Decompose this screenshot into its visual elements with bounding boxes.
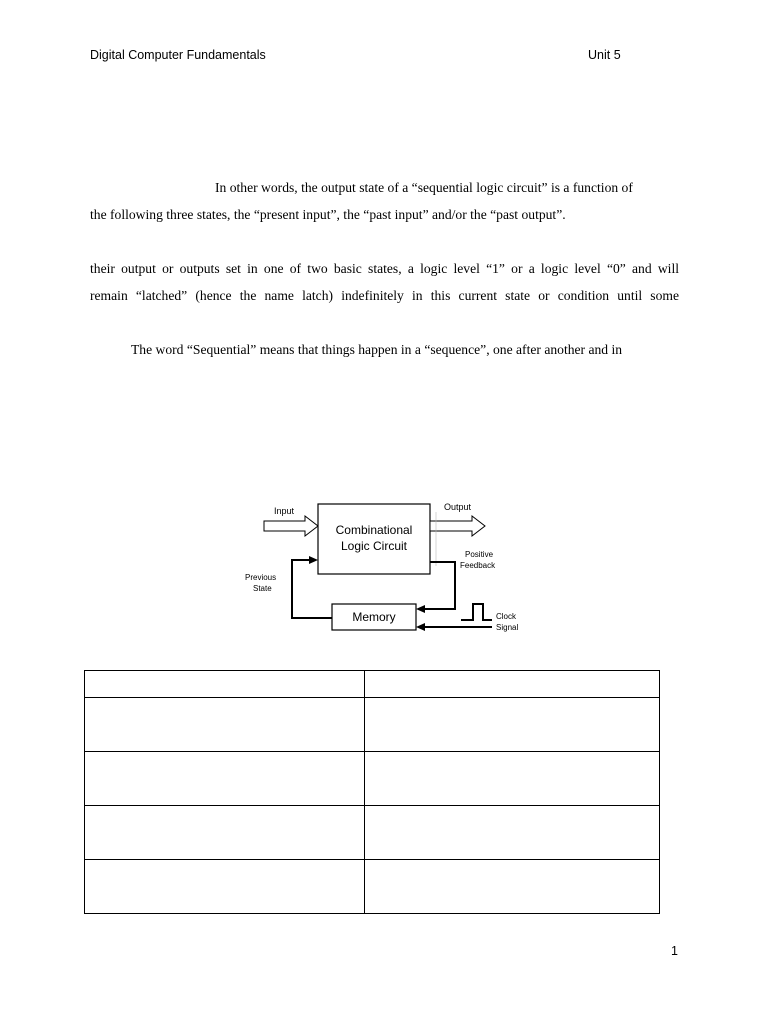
- diagram-input-label: Input: [274, 506, 295, 516]
- table-cell: [365, 698, 660, 752]
- diagram-output-label: Output: [444, 502, 472, 512]
- table-row: [85, 860, 660, 914]
- diagram-signal-label: Signal: [496, 623, 519, 632]
- paragraph-line-4: remain “latched” (hence the name latch) indefinitely in this current state or condition until some: [90, 288, 679, 303]
- clock-signal: [424, 604, 492, 627]
- table-cell: [85, 698, 365, 752]
- diagram-previous-label: Previous: [245, 573, 277, 582]
- table-cell: [85, 806, 365, 860]
- paragraph-line-5: The word “Sequential” means that things happen in a “sequence”, one after another and in: [131, 342, 623, 357]
- table-cell: [85, 860, 365, 914]
- diagram-clock-label: Clock: [496, 612, 517, 621]
- table-cell: [365, 806, 660, 860]
- input-arrow: [264, 516, 318, 536]
- paragraph-line-2: the following three states, the “present input”, the “past input” and/or the “past output”.: [90, 207, 566, 222]
- diagram-positive-label: Positive: [465, 550, 494, 559]
- table-cell: [365, 752, 660, 806]
- table-row: [85, 671, 660, 698]
- header-title: Digital Computer Fundamentals: [90, 48, 266, 62]
- diagram-block-label-2: Logic Circuit: [340, 539, 408, 553]
- output-arrow: [430, 516, 485, 536]
- diagram-block-label-1: Combinational: [335, 523, 413, 537]
- diagram-state-label: State: [253, 584, 272, 593]
- table-cell: [85, 671, 365, 698]
- header-unit: Unit 5: [588, 48, 621, 62]
- diagram-memory-label: Memory: [352, 610, 396, 624]
- paragraph-line-1: In other words, the output state of a “sequential logic circuit” is a function of: [215, 180, 633, 195]
- table-cell: [365, 671, 660, 698]
- page-number: 1: [671, 944, 678, 958]
- sequential-logic-diagram: [240, 496, 530, 646]
- table-row: [85, 698, 660, 752]
- diagram-feedback-label: Feedback: [460, 561, 496, 570]
- table-row: [85, 806, 660, 860]
- blank-table: [84, 670, 660, 914]
- paragraph-line-3: their output or outputs set in one of two basic states, a logic level “1” or a logic level “0” and will: [90, 261, 679, 276]
- table-row: [85, 752, 660, 806]
- table-cell: [85, 752, 365, 806]
- table-cell: [365, 860, 660, 914]
